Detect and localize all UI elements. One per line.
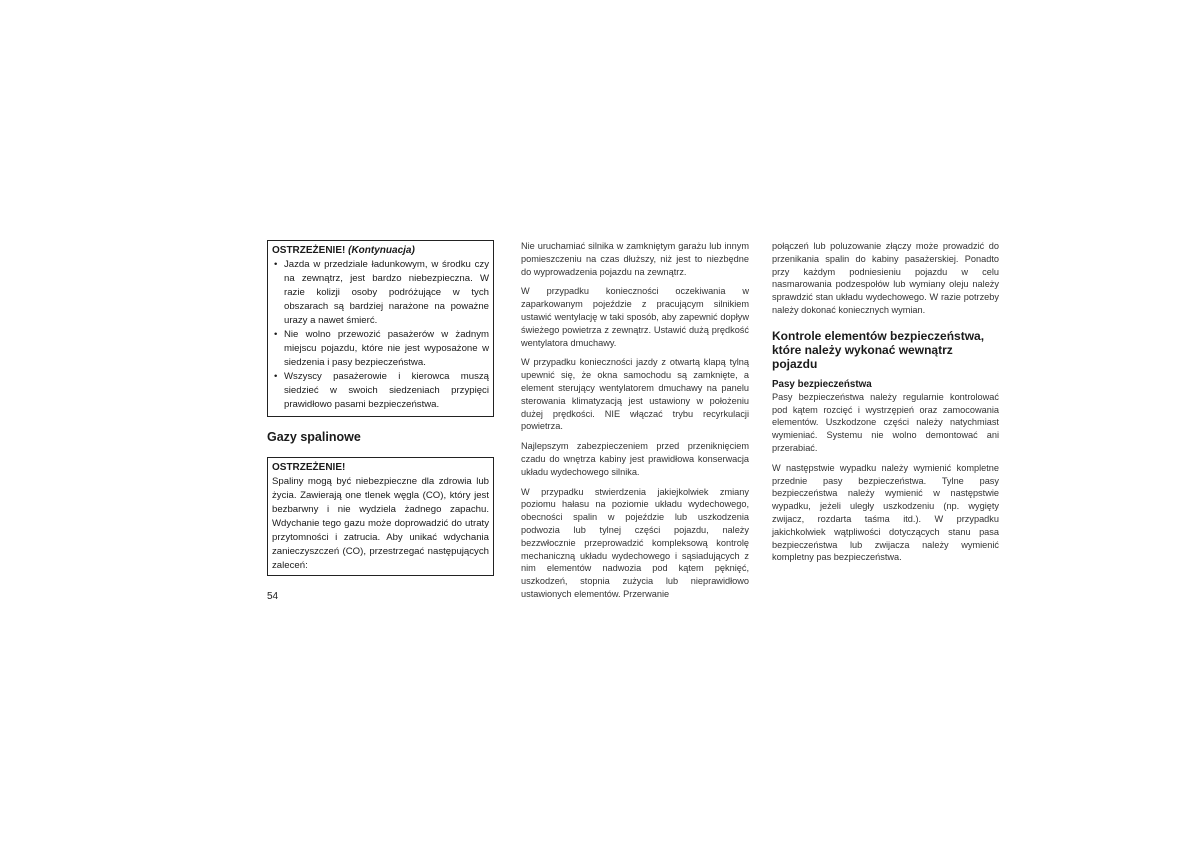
paragraph: Nie uruchamiać silnika w zamkniętym garażu lub innym pomieszczeniu na czas dłuższy, niż jest to niezbędne do wyprowadzenia pojazdu na zewnątrz. — [521, 241, 749, 277]
paragraph: Pasy bezpieczeństwa należy regularnie kontrolować pod kątem rozcięć i wystrzępień oraz zamocowania elementów. Uszkodzone części należy natychmiast wymieniać. Systemu nie wolno demontować ani przerabiać. — [772, 391, 999, 453]
paragraph: W przypadku konieczności jazdy z otwartą klapą tylną upewnić się, że okna samochodu są zamknięte, a element sterujący wentylatorem dmuchawy na panelu sterowania klimatyzacją jest ustawiony w położeniu dużej prędkości. NIE włączać trybu recyrkulacji powietrza. — [521, 357, 749, 432]
subheading-seat-belts: Pasy bezpieczeństwa — [772, 378, 872, 390]
warning-text: Spaliny mogą być niebezpieczne dla zdrowia lub życia. Zawierają one tlenek węgla (CO), który jest bezbarwny i nie wydziela żadnego zapachu. Wdychanie tego gazu może doprowadzić do utraty przytomności i zatrucia. Aby unikać wdychania zanieczyszczeń (CO), przestrzegać następujących zaleceń: — [272, 476, 489, 571]
warning-bullet: • Nie wolno przewozić pasażerów w żadnym miejscu pojazdu, które nie jest wyposażone w siedzenia i pasy bezpieczeństwa. — [272, 328, 489, 370]
warning-box-continued — [267, 240, 494, 417]
warning-box-exhaust — [267, 457, 494, 576]
section-heading-safety-checks: Kontrole elementów bezpieczeństwa, które należy wykonać wewnątrz pojazdu — [772, 328, 985, 371]
warning-bullet: • Wszyscy pasażerowie i kierowca muszą siedzieć w swoich siedzeniach przypięci prawidłowo pasami bezpieczeństwa. — [272, 370, 489, 412]
paragraph: połączeń lub poluzowanie złączy może prowadzić do przenikania spalin do kabiny pasażerskiej. Ponadto przy każdym podniesieniu pojazdu w celu nasmarowania podzespołów lub wymiany oleju należy sprawdzić stan układu wydechowego. W razie potrzeby należy dokonać koniecznych wymian. — [772, 241, 999, 315]
warning-title — [272, 244, 489, 258]
section-heading-exhaust: Gazy spalinowe — [267, 430, 361, 444]
warning-bullet-list — [272, 258, 489, 412]
warning-continuation-note: (Kontynuacja) — [348, 245, 415, 256]
right-column — [772, 240, 999, 571]
warning-title-text: OSTRZEŻENIE! — [272, 245, 346, 256]
left-column — [267, 240, 494, 576]
middle-column — [521, 240, 749, 608]
warning-bullet: • Jazda w przedziale ładunkowym, w środku czy na zewnątrz, jest bardzo niebezpieczna. W razie kolizji osoby podróżujące w tych obszarach są bardziej narażone na poważne urazy a nawet śmierć. — [272, 258, 489, 328]
paragraph: Najlepszym zabezpieczeniem przed przeniknięciem czadu do wnętrza kabiny jest prawidłowa konserwacja układu wydechowego silnika. — [521, 441, 749, 477]
page-number: 54 — [267, 591, 279, 602]
paragraph: W przypadku konieczności oczekiwania w zaparkowanym pojeździe z pracującym silnikiem ustawić wentylację w taki sposób, aby zapewnić dopływ świeżego powietrza z zewnątrz. Ustawić dużą prędkość wentylatora dmuchawy. — [521, 286, 749, 348]
warning-title: OSTRZEŻENIE! — [272, 462, 346, 473]
paragraph: W następstwie wypadku należy wymienić kompletne przednie pasy bezpieczeństwa. Tylne pasy bezpieczeństwa należy wymienić w następstwie wypadku, jeżeli uległy uszkodzeniu (np. wygięty zwijacz, rozdarta taśma itd.). W przypadku jakichkolwiek wątpliwości dotyczących stanu pasa bezpieczeństwa lub zwijacza należy wymienić kompletny pas bezpieczeństwa. — [772, 462, 999, 563]
paragraph: W przypadku stwierdzenia jakiejkolwiek zmiany poziomu hałasu na poziomie układu wydechowego, obecności spalin w pojeździe lub uszkodzenia podwozia lub tylnej części pojazdu, należy bezzwłocznie przeprowadzić kompleksową kontrolę mechaniczną układu wydechowego i sąsiadujących z nim elementów nadwozia pod kątem pęknięć, uszkodzeń, stopnia zużycia lub nieprawidłowo ustawionych elementów. Przerwanie — [521, 486, 749, 599]
